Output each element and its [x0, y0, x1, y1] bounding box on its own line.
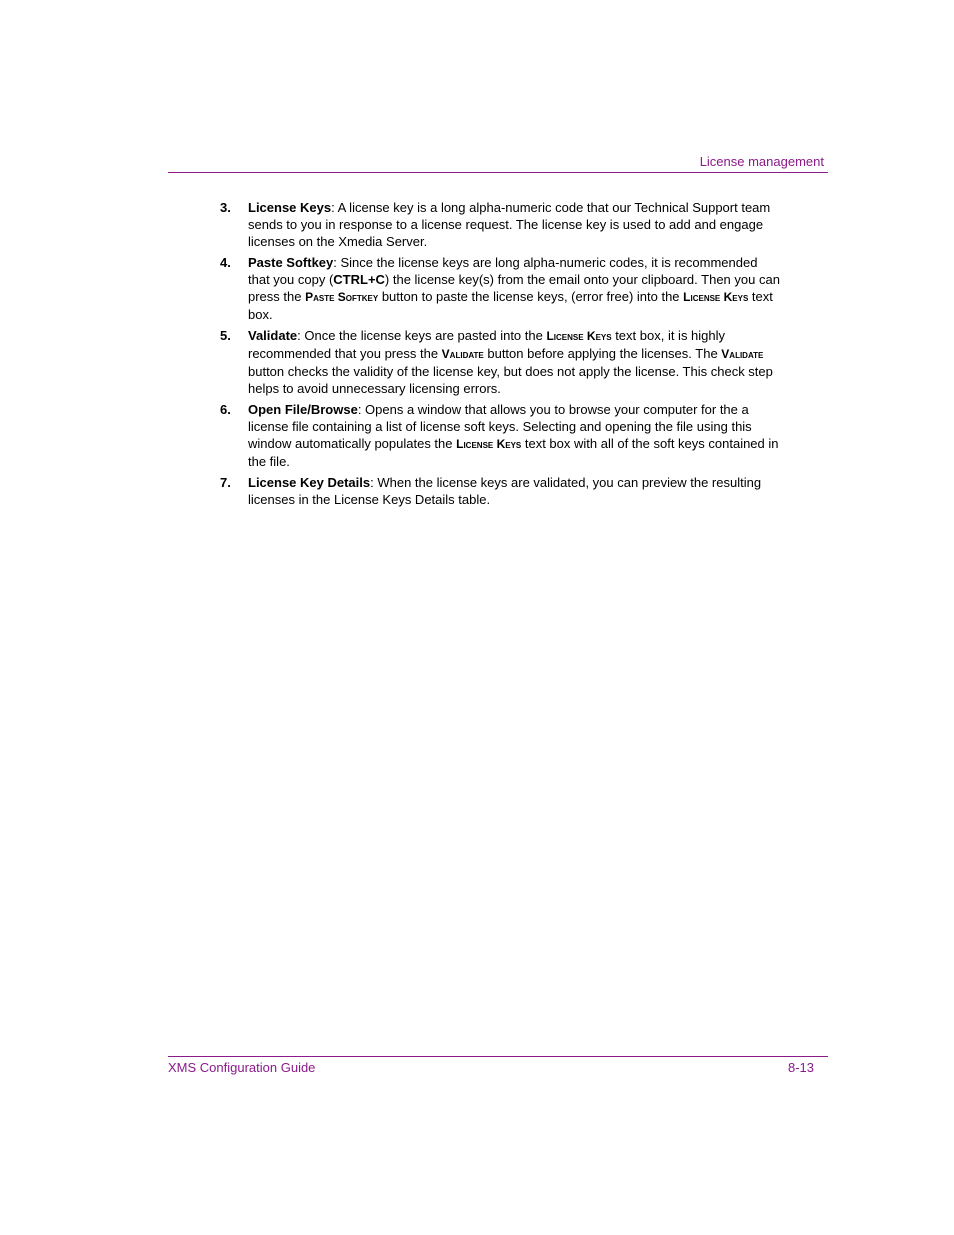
step-number: 7. [220, 475, 231, 490]
step-description: button checks the validity of the license key, but does not apply the license. This check step helps to avoid unnecessary licensing errors. [248, 364, 773, 396]
step-description: text box, it is highly recommended that you press the [248, 328, 726, 361]
step-number: 5. [220, 328, 231, 343]
step-validate [220, 327, 780, 397]
step-term: Validate [248, 328, 298, 343]
ui-field-reference: License Keys [546, 329, 612, 343]
step-license-key-details [220, 474, 780, 508]
step-description: : A license key is a long alpha-numeric code that our Technical Support team sends to you in response to a license request. The license key is used to add and engage licenses on the Xmedia Server. [248, 200, 771, 249]
footer-page-number: 8-13 [788, 1060, 815, 1075]
step-description: : Once the license keys are pasted into the [297, 328, 547, 343]
step-number: 6. [220, 402, 231, 417]
step-description: button before applying the licenses. The [483, 346, 722, 361]
step-term: License Keys [248, 200, 332, 215]
ui-button-reference: Validate [721, 347, 764, 361]
step-number: 4. [220, 255, 231, 270]
keyboard-shortcut: CTRL+C [333, 272, 385, 287]
footer-doc-title: XMS Configuration Guide [168, 1060, 316, 1075]
step-term: Open File/Browse [248, 402, 358, 417]
step-description: : Since the license keys are long alpha-numeric codes, it is recommended that you copy ( [248, 255, 758, 287]
step-open-file-browse [220, 401, 780, 470]
header-divider [168, 172, 828, 173]
step-description: : When the license keys are validated, you can preview the resulting licenses in the License Keys Details table. [248, 475, 762, 507]
numbered-step-list [220, 199, 780, 512]
ui-field-reference: License Keys [456, 437, 522, 451]
ui-field-reference: License Keys [683, 290, 749, 304]
running-header: License management [699, 154, 824, 169]
ui-button-reference: Paste Softkey [305, 290, 379, 304]
step-description: ) the license key(s) from the email onto your clipboard. Then you can press the [248, 272, 780, 304]
step-term: Paste Softkey [248, 255, 334, 270]
step-term: License Key Details [248, 475, 371, 490]
footer-divider [168, 1056, 828, 1057]
step-description: text box. [248, 289, 773, 322]
step-license-keys [220, 199, 780, 250]
ui-button-reference: Validate [441, 347, 484, 361]
step-paste-softkey [220, 254, 780, 323]
step-number: 3. [220, 200, 231, 215]
step-description: : Opens a window that allows you to browse your computer for the a license file containing a list of license soft keys. Selecting and opening the file using this window automatically populates the [248, 402, 752, 451]
step-description: text box with all of the soft keys contained in the file. [248, 436, 779, 469]
step-description: button to paste the license keys, (error free) into the [378, 289, 684, 304]
